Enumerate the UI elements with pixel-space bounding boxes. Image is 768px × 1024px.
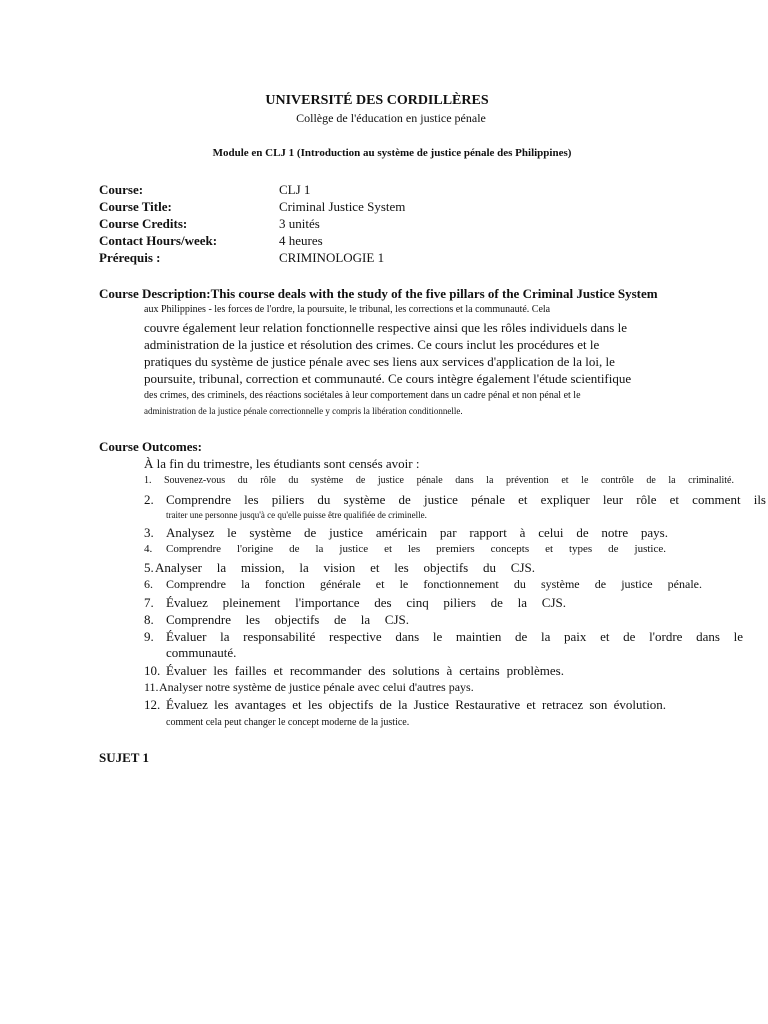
description-line: des crimes, des criminels, des réactions sociétales à leur comportement dans un cadre pénal et non pénal et le xyxy=(144,390,581,401)
outcome-number: 2. xyxy=(144,492,154,507)
outcome-number: 4. xyxy=(144,543,153,555)
course-value: CLJ 1 xyxy=(279,182,311,197)
outcome-number: 1. xyxy=(144,475,152,486)
university-title: UNIVERSITÉ DES CORDILLÈRES xyxy=(265,93,489,108)
course-title-label: Course Title: xyxy=(99,199,172,214)
outcome-continuation: comment cela peut changer le concept moderne de la justice. xyxy=(166,717,410,728)
outcome-text: Évaluer la responsabilité respective dans le maintien de la paix et de l'ordre dans le xyxy=(166,629,743,644)
outcome-text: Analyser notre système de justice pénale avec celui d'autres pays. xyxy=(159,680,474,694)
outcome-text: Évaluer les failles et recommander des solutions à certains problèmes. xyxy=(166,663,564,678)
course-credits-value: 3 unités xyxy=(279,216,320,231)
outcome-text: Comprendre les objectifs de la CJS. xyxy=(166,612,409,627)
outcome-text: Comprendre la fonction générale et le fonctionnement du système de justice pénale. xyxy=(166,577,702,591)
outcome-number: 12. xyxy=(144,697,161,712)
description-line: administration de la justice pénale correctionnelle y compris la libération conditionnelle. xyxy=(144,406,463,416)
prerequisites-value: CRIMINOLOGIE 1 xyxy=(279,250,385,265)
outcome-number: 6. xyxy=(144,577,153,591)
outcome-continuation: traiter une personne jusqu'à ce qu'elle puisse être qualifiée de criminelle. xyxy=(166,510,427,520)
outcome-text: Comprendre l'origine de la justice et les premiers concepts et types de justice. xyxy=(166,543,666,555)
outcome-number: 7. xyxy=(144,595,154,610)
outcomes-heading: Course Outcomes: xyxy=(99,439,202,454)
course-title-value: Criminal Justice System xyxy=(279,199,406,214)
outcome-text: Comprendre les piliers du système de justice pénale et expliquer leur rôle et comment ils xyxy=(166,492,766,507)
contact-hours-label: Contact Hours/week: xyxy=(99,233,218,248)
outcome-text: Analysez le système de justice américain par rapport à celui de notre pays. xyxy=(166,525,668,540)
outcome-text: Analyser la mission, la vision et les objectifs du CJS. xyxy=(155,560,535,575)
description-heading: Course Description:This course deals with the study of the five pillars of the Criminal Justice System xyxy=(99,286,658,301)
contact-hours-value: 4 heures xyxy=(279,233,323,248)
outcome-number: 11. xyxy=(144,680,159,694)
outcome-text: Évaluez les avantages et les objectifs de la Justice Restaurative et retracez son évolution. xyxy=(166,697,666,712)
outcome-number: 10. xyxy=(144,663,161,678)
outcome-number: 3. xyxy=(144,525,154,540)
description-line: pratiques du système de justice pénale avec ses liens aux services d'application de la loi, le xyxy=(144,354,615,369)
outcomes-intro: À la fin du trimestre, les étudiants sont censés avoir : xyxy=(144,456,420,471)
module-title: Module en CLJ 1 (Introduction au système de justice pénale des Philippines) xyxy=(212,147,572,159)
outcome-text: Évaluez pleinement l'importance des cinq piliers de la CJS. xyxy=(166,595,566,610)
course-label: Course: xyxy=(99,182,144,197)
description-line: couvre également leur relation fonctionnelle respective ainsi que les rôles individuels dans le xyxy=(144,320,627,335)
prerequisites-label: Prérequis : xyxy=(99,250,161,265)
outcome-number: 8. xyxy=(144,612,154,627)
outcome-continuation: communauté. xyxy=(166,645,237,660)
outcome-number: 9. xyxy=(144,629,154,644)
outcome-text: Souvenez-vous du rôle du système de justice pénale dans la prévention et le contrôle de la criminalité. xyxy=(164,475,734,486)
description-line: poursuite, tribunal, correction et communauté. Ce cours intègre également l'étude scientifique xyxy=(144,371,632,386)
course-credits-label: Course Credits: xyxy=(99,216,188,231)
description-line: administration de la justice et résolution des crimes. Ce cours inclut les procédures et le xyxy=(144,337,600,352)
description-line: aux Philippines - les forces de l'ordre, la poursuite, le tribunal, les corrections et la communauté. Cela xyxy=(144,304,551,315)
section-heading: SUJET 1 xyxy=(99,750,149,765)
outcome-number: 5. xyxy=(144,560,154,575)
college-subtitle: Collège de l'éducation en justice pénale xyxy=(296,111,486,125)
